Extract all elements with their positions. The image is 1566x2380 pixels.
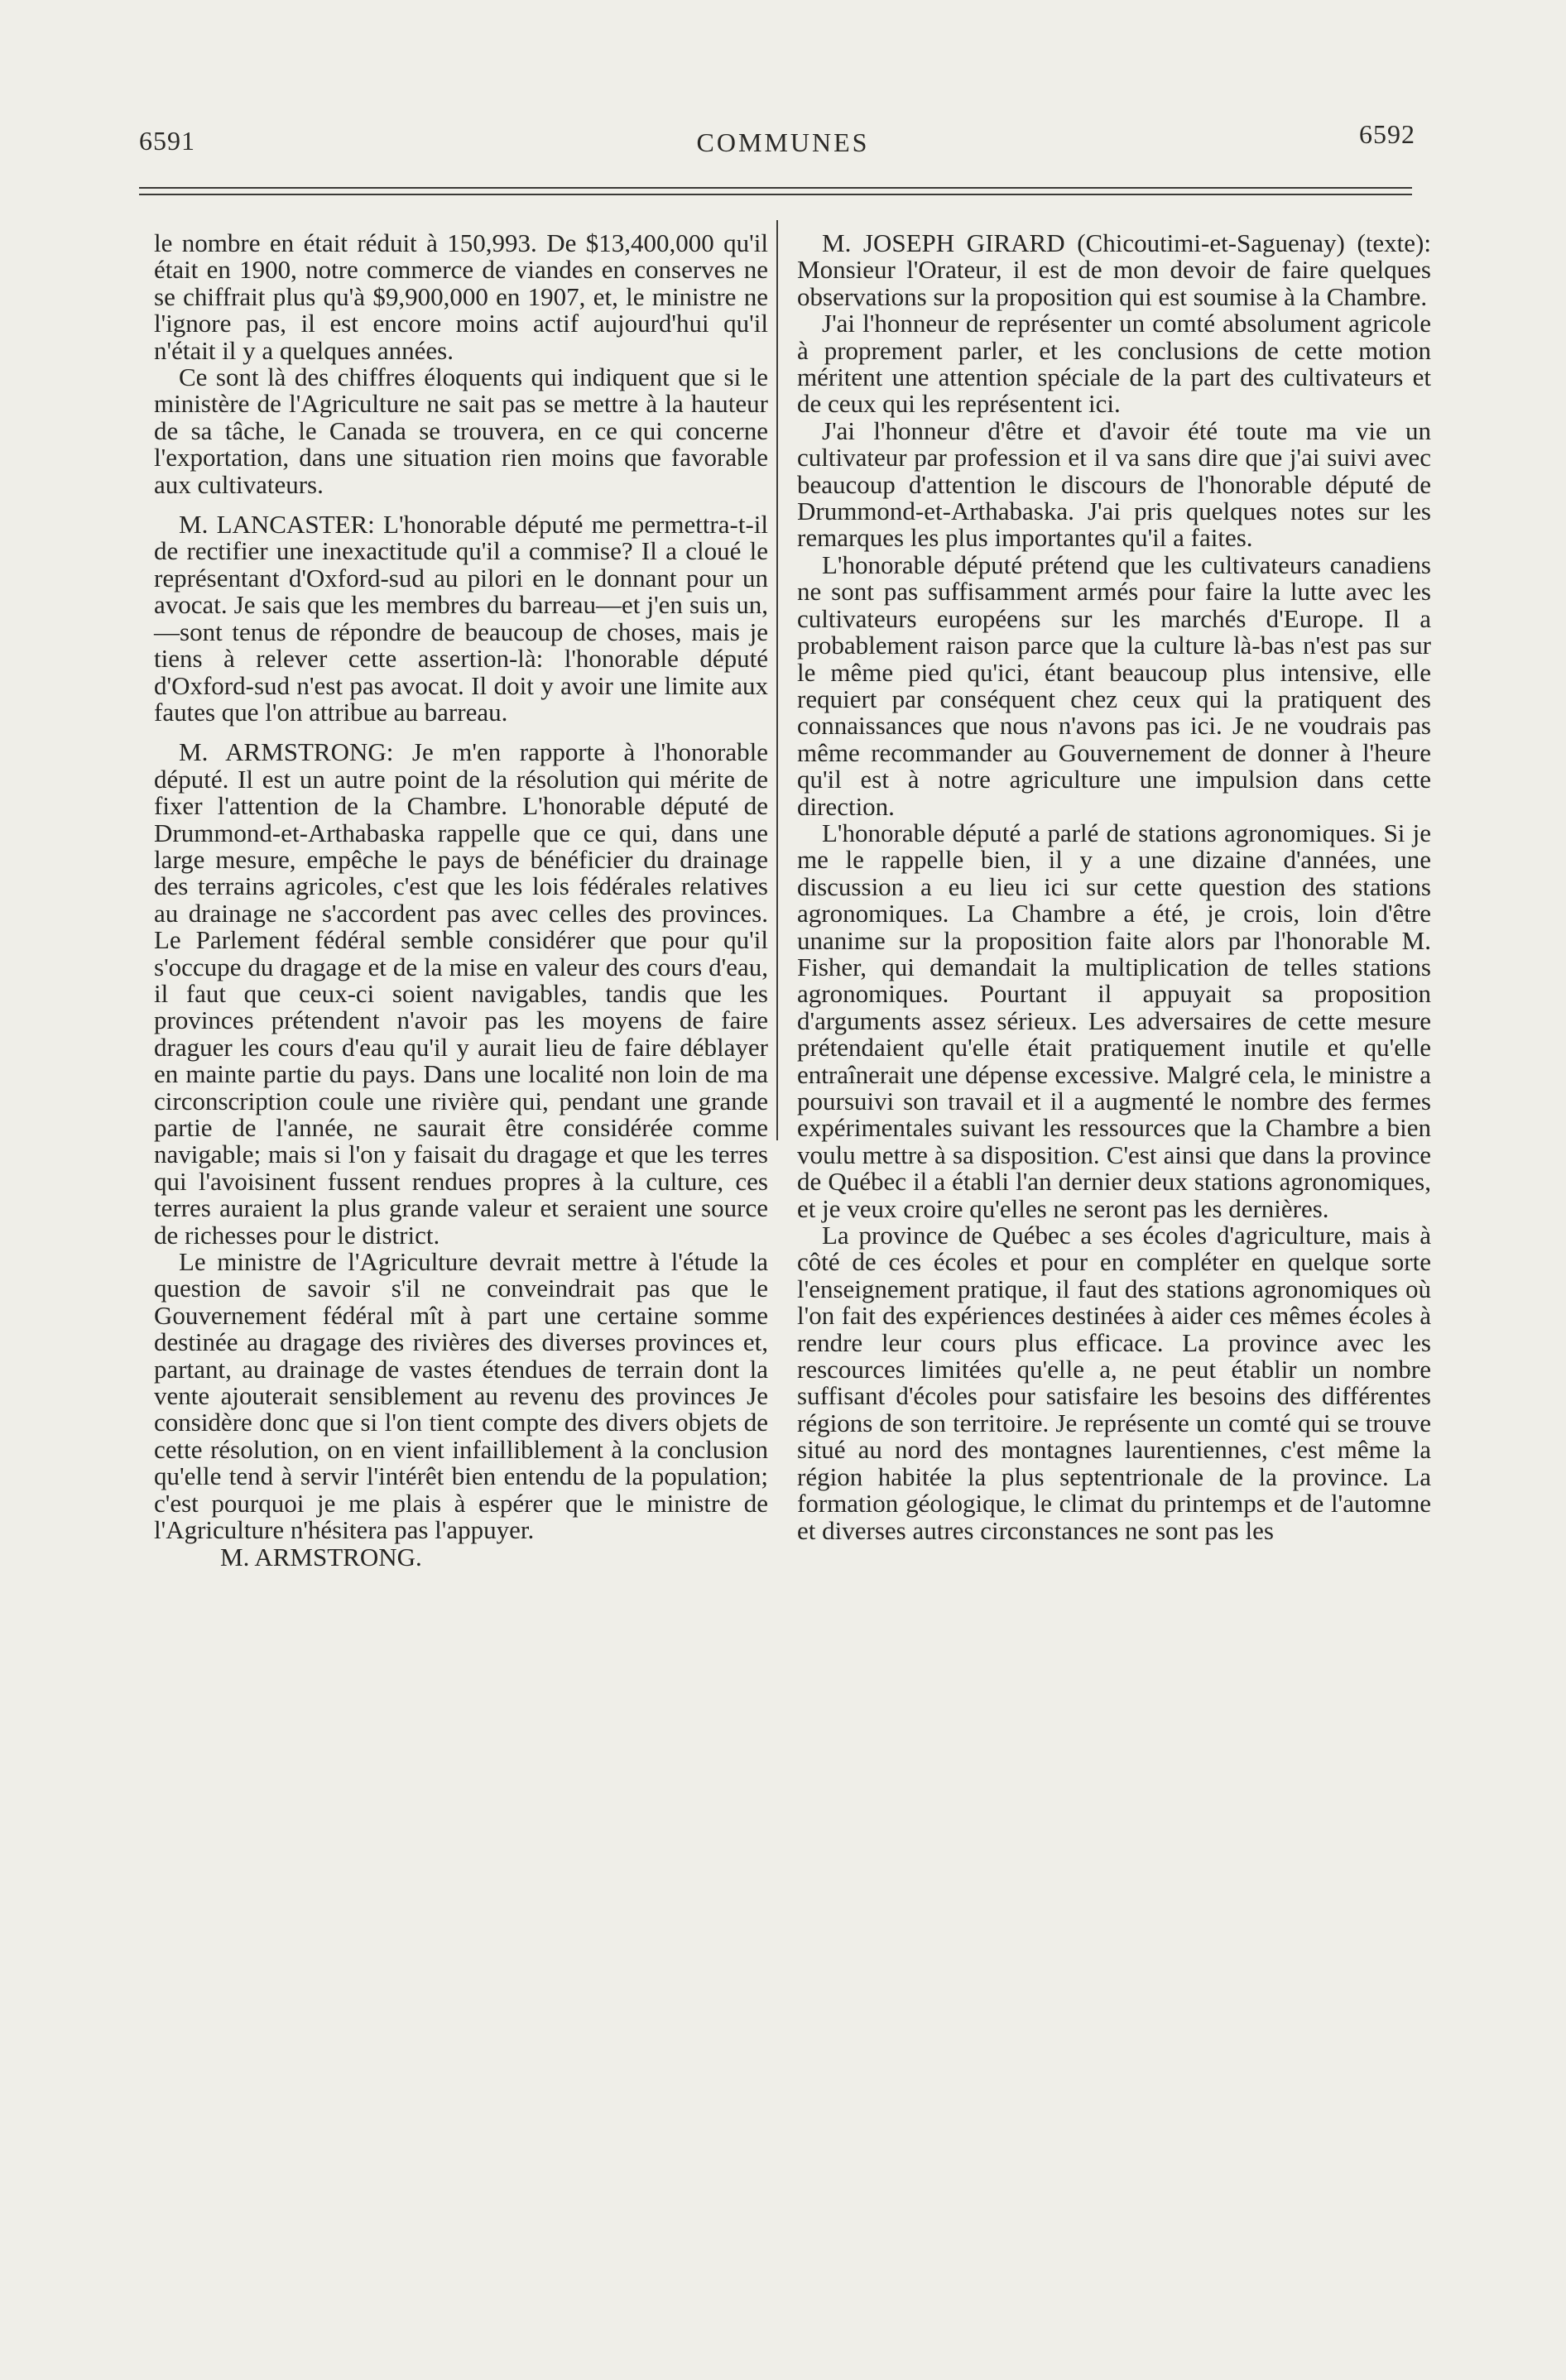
speech-armstrong: M. ARMSTRONG: Je m'en rapporte à l'honorable député. Il est un autre point de la résolution qui mérite de fixer l'attention de la Chambre. L'honorable député de Drummond-et-Arthabaska rappelle que ce qui, dans une large mesure, empêche le pays de bénéficier du drainage des terrains agricoles, c'est que les lois fédérales relatives au drainage ne s'accordent pas avec celles des provinces. Le Parlement fédéral semble considérer que pour qu'il s'occupe du dragage et de la mise en valeur des cours d'eau, il faut que ceux-ci soient navigables, tandis que les provinces prétendent n'avoir pas les moyens de faire draguer les cours d'eau qu'il y aurait lieu de faire déblayer en mainte partie du pays. Dans une localité non loin de ma circonscription coule une rivière qui, pendant une grande partie de l'année, ne saurait être considérée comme navigable; mais si l'on y faisait du dragage et que les terres qui l'avoisinent fussent rendues propres à la culture, ces terres auraient la plus grande valeur et seraient une source de richesses pour le district. [154,737,768,1250]
header-rule-top [139,187,1412,189]
left-column [154,230,768,1571]
paragraph: J'ai l'honneur d'être et d'avoir été toute ma vie un cultivateur par profession et il va sans dire que j'ai suivi avec beaucoup d'attention le discours de l'honorable député de Drummond-et-Arthabaska. J'ai pris quelques notes sur les remarques les plus importantes qu'il a faites. [797,415,1431,553]
header-rule-bottom [139,194,1412,195]
speech-lancaster: M. LANCASTER: L'honorable député me permettra-t-il de rectifier une inexactitude qu'il a commise? Il a cloué le représentant d'Oxford-sud au pilori en le donnant pour un avocat. Je sais que les membres du barreau—et j'en suis un,—sont tenus de répondre de beaucoup de choses, mais je tiens à relever cette assertion-là: l'honorable député d'Oxford-sud n'est pas avocat. Il doit y avoir une limite aux fautes que l'on attribue au barreau. [154,510,768,727]
paragraph: J'ai l'honneur de représenter un comté absolument agricole à proprement parler, et les conclusions de cette motion méritent une attention spéciale de la part des cultivateurs et de ceux qui les représentent ici. [797,309,1431,419]
right-page-number: 6592 [1359,119,1415,149]
paragraph: Le ministre de l'Agriculture devrait mettre à l'étude la question de savoir s'il ne conveindrait pas que le Gouvernement fédéral mît à part une certaine somme destinée au dragage des rivières des diverses provinces et, partant, au drainage de vastes étendues de terrain dont la vente ajouterait sensiblement au revenu des provinces Je considère donc que si l'on tient compte des divers objets de cette résolution, on en vient infailliblement à la conclusion qu'elle tend à servir l'intérêt bien entendu de la population; c'est pourquoi je me plais à espérer que le ministre de l'Agriculture n'hésitera pas l'appuyer. [154,1247,768,1545]
left-page-number: 6591 [139,126,195,156]
paragraph: L'honorable député prétend que les cultivateurs canadiens ne sont pas suffisamment armés pour faire la lutte avec les cultivateurs européens sur les marchés d'Europe. Il a probablement raison parce que la culture là-bas n'est pas sur le même pied qu'ici, étant beaucoup plus intensive, elle requiert par conséquent chez ceux qui la pratiquent des connaissances que nous n'avons pas ici. Je ne voudrais pas même recommander au Gouvernement de donner à l'heure qu'il est à notre agriculture une impulsion dans cette direction. [797,549,1431,821]
paragraph: La province de Québec a ses écoles d'agriculture, mais à côté de ces écoles et pour en compléter en quelque sorte l'enseignement pratique, il faut des stations agronomiques où l'on fait des expériences destinées à aider ces mêmes écoles à rendre leur cours plus efficace. La province avec les rescources limitées qu'elle a, ne peut établir un nombre suffisant d'écoles pour satisfaire les besoins des différentes régions de son territoire. Je représente un comté qui se trouve situé au nord des montagnes laurentiennes, c'est même la région habitée la plus septentrionale de la province. La formation géologique, le climat du printemps et de l'automne et diverses autres circonstances ne sont pas les [797,1221,1431,1545]
paragraph: L'honorable député a parlé de stations agronomiques. Si je me le rappelle bien, il y a une dizaine d'années, une discussion a eu lieu ici sur cette question des stations agronomiques. La Chambre a été, je crois, loin d'être unanime sur la proposition faite alors par l'honorable M. Fisher, qui demandait la multiplication de telles stations agronomiques. Pourtant il appuyait sa proposition d'arguments assez sérieux. Les adversaires de cette mesure prétendaient qu'elle était pratiquement inutile et qu'elle entraînerait une dépense excessive. Malgré cela, le ministre a poursuivi son travail et il a augmenté le nombre des fermes expérimentales suivant les ressources que la Chambre a bien voulu mettre à sa disposition. C'est ainsi que dans la province de Québec il a établi l'an dernier deux stations agronomiques, et je veux croire qu'elles ne seront pas les dernières. [797,818,1431,1223]
speech-girard: M. JOSEPH GIRARD (Chicoutimi-et-Saguenay) (texte): Monsieur l'Orateur, il est de mon devoir de faire quelques observations sur la proposition qui est soumise à la Chambre. [797,228,1431,311]
speaker-signature: M. ARMSTRONG. [220,1542,422,1571]
running-title: COMMUNES [696,127,870,157]
column-divider [776,220,778,1140]
paragraph: le nombre en était réduit à 150,993. De $13,400,000 qu'il était en 1900, notre commerce de viandes en conserves ne se chiffrait plus qu'à $9,900,000 en 1907, et, le ministre ne l'ignore pas, il est encore moins actif aujourd'hui qu'il n'était il y a quelques années. [154,228,768,365]
right-column [797,230,1431,1544]
paragraph: Ce sont là des chiffres éloquents qui indiquent que si le ministère de l'Agriculture ne sait pas se mettre à la hauteur de sa tâche, le Canada se trouvera, en ce qui concerne l'exportation, dans une situation rien moins que favorable aux cultivateurs. [154,362,768,499]
